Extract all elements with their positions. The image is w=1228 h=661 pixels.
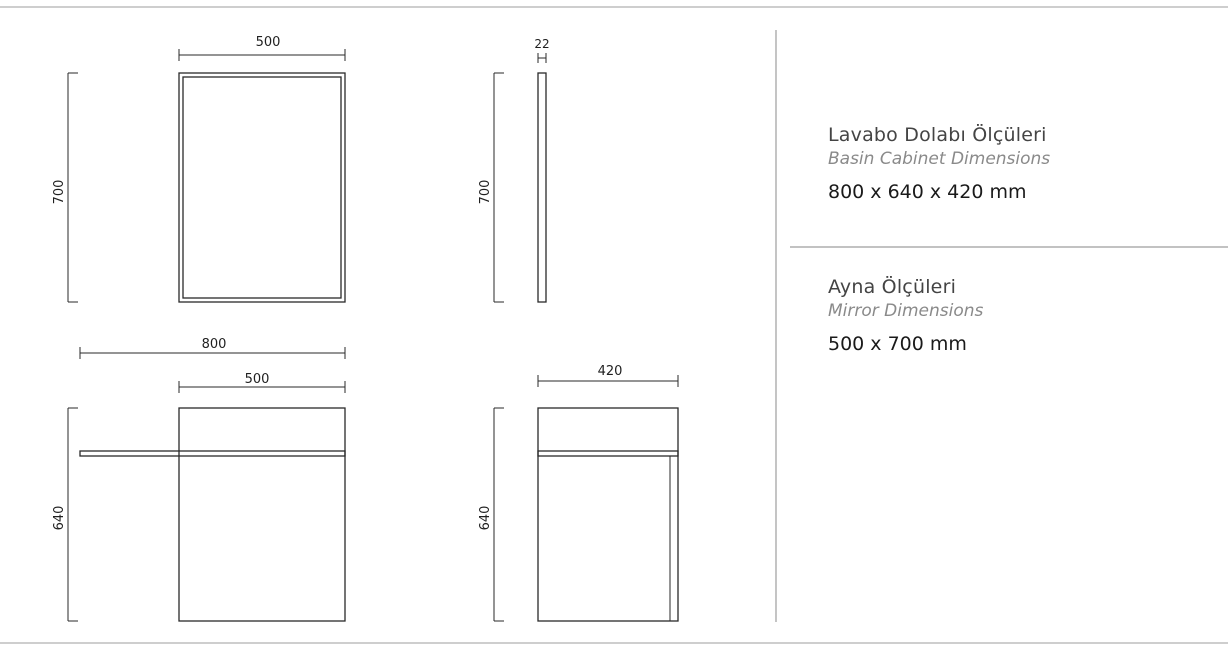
cabinet-body (179, 408, 345, 621)
mirror-outer-frame (179, 73, 345, 302)
cabinet-countertop (80, 451, 345, 456)
cabinet-side-view (478, 364, 678, 621)
mirror-inner-frame (183, 77, 341, 298)
cabinet-spec (828, 124, 1050, 203)
mirror-side-view (478, 37, 550, 302)
mirror-height-label: 700 (52, 179, 67, 205)
cabinet-height-label: 640 (52, 505, 67, 531)
cabinet-front-view (52, 337, 345, 621)
cabinet-title-en: Basin Cabinet Dimensions (828, 149, 1051, 169)
cabinet-title-tr: Lavabo Dolabı Ölçüleri (828, 124, 1047, 146)
mirror-front-view (52, 35, 345, 302)
mirror-title-tr: Ayna Ölçüleri (828, 276, 957, 298)
mirror-side-height-label: 700 (478, 179, 493, 205)
mirror-width-label: 500 (255, 35, 281, 50)
mirror-spec (828, 276, 983, 355)
cabinet-depth-label: 420 (597, 364, 623, 379)
cabinet-width-label: 500 (244, 372, 270, 387)
mirror-title-en: Mirror Dimensions (828, 301, 984, 321)
cabinet-side-height-label: 640 (478, 505, 493, 531)
cabinet-side-body (538, 408, 678, 621)
cabinet-side-countertop (538, 451, 678, 456)
cabinet-dimensions-value: 800 x 640 x 420 mm (828, 181, 1027, 203)
mirror-side-profile (538, 73, 546, 302)
cabinet-overall-width-label: 800 (201, 337, 227, 352)
mirror-depth-label: 22 (534, 37, 550, 51)
mirror-dimensions-value: 500 x 700 mm (828, 333, 967, 355)
